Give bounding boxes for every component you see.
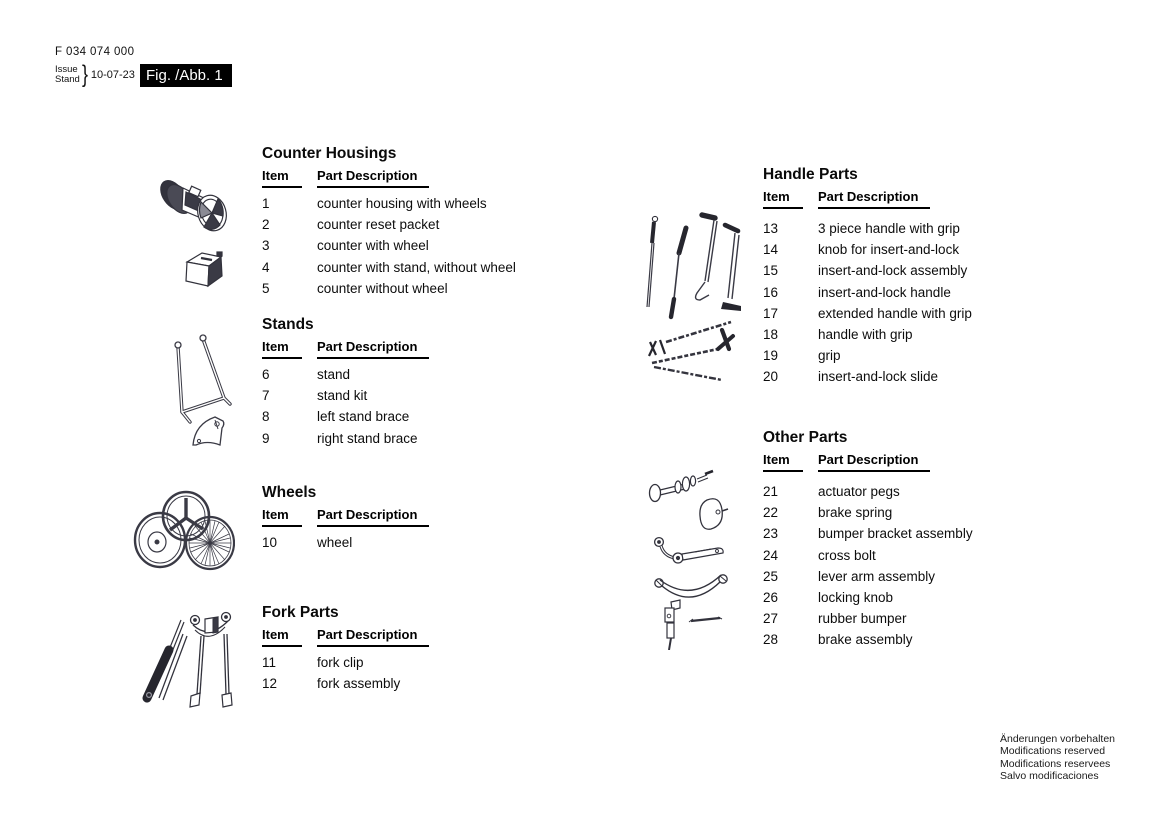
table-row bbox=[763, 481, 973, 502]
table-row bbox=[763, 324, 972, 345]
item-number: 10 bbox=[262, 535, 278, 550]
part-description: cross bolt bbox=[818, 547, 876, 563]
table-row bbox=[763, 282, 972, 303]
table-header-row bbox=[763, 452, 973, 472]
table-row bbox=[763, 239, 972, 260]
table-row bbox=[262, 673, 429, 694]
handle-parts-illustration bbox=[638, 203, 746, 383]
table-row bbox=[262, 278, 516, 299]
item-number: 27 bbox=[763, 611, 779, 627]
item-number: 11 bbox=[262, 655, 277, 670]
item-column-header: Item bbox=[763, 189, 818, 209]
item-number: 19 bbox=[763, 348, 779, 364]
description-column-header: Part Description bbox=[818, 189, 930, 209]
part-description: bumper bracket assembly bbox=[818, 526, 973, 542]
notice-line-es: Salvo modificaciones bbox=[1000, 770, 1099, 783]
table-row bbox=[763, 366, 972, 387]
item-number: 6 bbox=[262, 367, 270, 382]
table-row bbox=[262, 406, 429, 427]
table-row bbox=[262, 257, 516, 278]
item-number: 9 bbox=[262, 430, 270, 446]
notice-line-fr: Modifications reservees bbox=[1000, 757, 1111, 770]
table-row bbox=[763, 587, 973, 608]
item-number: 5 bbox=[262, 280, 270, 296]
section-other-parts bbox=[763, 429, 973, 651]
table-row bbox=[262, 193, 516, 214]
item-number: 22 bbox=[763, 505, 779, 521]
notice-line-en: Modifications reserved bbox=[1000, 745, 1106, 758]
notice-line-de: Änderungen vorbehalten bbox=[1000, 733, 1116, 745]
part-description: left stand brace bbox=[317, 409, 410, 425]
section-title: Wheels bbox=[262, 484, 317, 501]
part-description: counter with wheel bbox=[317, 238, 429, 254]
stand-illustration bbox=[155, 332, 235, 450]
table-header-row bbox=[763, 189, 972, 209]
part-description: stand kit bbox=[317, 388, 368, 404]
item-number: 2 bbox=[262, 217, 270, 233]
section-title: Counter Housings bbox=[262, 145, 397, 162]
table-row bbox=[763, 629, 973, 650]
section-wheels bbox=[262, 484, 429, 553]
section-title: Handle Parts bbox=[763, 166, 858, 183]
part-description: insert-and-lock handle bbox=[818, 284, 951, 300]
counter-housing-box-illustration bbox=[181, 248, 227, 292]
part-description: actuator pegs bbox=[818, 484, 900, 499]
item-number: 21 bbox=[763, 484, 779, 499]
table-header-row bbox=[262, 507, 429, 527]
part-description: lever arm assembly bbox=[818, 568, 936, 584]
item-number: 23 bbox=[763, 526, 779, 542]
table-row bbox=[262, 214, 516, 235]
item-number: 24 bbox=[763, 547, 779, 563]
table-row bbox=[763, 218, 972, 239]
item-number: 15 bbox=[763, 263, 779, 279]
item-number: 14 bbox=[763, 242, 779, 258]
description-column-header: Part Description bbox=[317, 507, 429, 527]
item-number: 7 bbox=[262, 388, 270, 404]
part-description: insert-and-lock assembly bbox=[818, 263, 968, 279]
modifications-notice bbox=[1000, 733, 1115, 783]
item-column-header: Item bbox=[262, 339, 317, 359]
part-description: brake spring bbox=[818, 505, 893, 521]
part-description: counter with stand, without wheel bbox=[317, 259, 516, 275]
part-description: wheel bbox=[317, 535, 353, 550]
part-description: fork assembly bbox=[317, 676, 401, 692]
wheels-illustration bbox=[133, 490, 235, 574]
part-description: knob for insert-and-lock bbox=[818, 242, 960, 258]
table-rows bbox=[763, 481, 973, 651]
part-description: counter reset packet bbox=[317, 217, 440, 233]
description-column-header: Part Description bbox=[317, 168, 429, 188]
section-title: Stands bbox=[262, 316, 314, 333]
table-row bbox=[763, 523, 973, 544]
table-header-row bbox=[262, 168, 516, 188]
item-number: 4 bbox=[262, 259, 270, 275]
stand-label: Stand bbox=[55, 74, 80, 85]
table-row bbox=[763, 260, 972, 281]
section-title: Other Parts bbox=[763, 429, 848, 446]
table-rows bbox=[262, 652, 429, 694]
item-column-header: Item bbox=[763, 452, 818, 472]
part-description: grip bbox=[818, 348, 841, 364]
item-number: 25 bbox=[763, 568, 779, 584]
figure-label-box: Fig. /Abb. 1 bbox=[140, 64, 232, 87]
item-number: 8 bbox=[262, 409, 270, 425]
description-column-header: Part Description bbox=[317, 339, 429, 359]
item-number: 17 bbox=[763, 305, 779, 321]
part-description: counter housing with wheels bbox=[317, 196, 487, 211]
item-number: 1 bbox=[262, 196, 270, 211]
table-row bbox=[262, 364, 429, 385]
table-rows bbox=[763, 218, 972, 388]
description-column-header: Part Description bbox=[818, 452, 930, 472]
item-number: 20 bbox=[763, 369, 779, 385]
part-description: fork clip bbox=[317, 655, 364, 670]
table-row bbox=[763, 566, 973, 587]
document-part-number: F 034 074 000 bbox=[55, 46, 135, 58]
table-row bbox=[763, 345, 972, 366]
table-row bbox=[262, 235, 516, 256]
table-rows bbox=[262, 193, 516, 299]
issue-label: Issue bbox=[55, 63, 78, 75]
item-column-header: Item bbox=[262, 168, 317, 188]
table-row bbox=[763, 502, 973, 523]
part-description: locking knob bbox=[818, 590, 894, 606]
part-description: right stand brace bbox=[317, 430, 418, 446]
item-number: 26 bbox=[763, 590, 779, 606]
part-description: handle with grip bbox=[818, 327, 913, 343]
table-row bbox=[763, 608, 973, 629]
part-description: brake assembly bbox=[818, 632, 913, 648]
other-parts-illustration bbox=[645, 468, 740, 650]
section-handle-parts bbox=[763, 166, 972, 388]
item-column-header: Item bbox=[262, 507, 317, 527]
table-row bbox=[262, 652, 429, 673]
issue-date: 10-07-23 bbox=[90, 69, 135, 81]
part-description: extended handle with grip bbox=[818, 305, 972, 321]
table-row bbox=[763, 303, 972, 324]
table-row bbox=[763, 545, 973, 566]
table-rows bbox=[262, 532, 429, 553]
part-description: stand bbox=[317, 367, 351, 382]
table-row bbox=[262, 385, 429, 406]
table-rows bbox=[262, 364, 429, 449]
item-number: 16 bbox=[763, 284, 779, 300]
fork-parts-illustration bbox=[125, 606, 237, 716]
item-number: 28 bbox=[763, 632, 779, 648]
part-description: insert-and-lock slide bbox=[818, 369, 939, 385]
part-description: 3 piece handle with grip bbox=[818, 221, 960, 236]
section-fork-parts bbox=[262, 604, 429, 694]
table-row bbox=[262, 428, 429, 449]
table-header-row bbox=[262, 339, 429, 359]
section-counter-housings bbox=[262, 145, 516, 299]
issue-stand-labels bbox=[55, 65, 80, 86]
item-number: 12 bbox=[262, 676, 278, 692]
item-number: 18 bbox=[763, 327, 779, 343]
part-description: rubber bumper bbox=[818, 611, 907, 627]
table-row bbox=[262, 532, 429, 553]
item-number: 13 bbox=[763, 221, 779, 236]
item-number: 3 bbox=[262, 238, 270, 254]
counter-housing-with-wheels-illustration bbox=[152, 168, 238, 242]
item-column-header: Item bbox=[262, 627, 317, 647]
part-description: counter without wheel bbox=[317, 280, 448, 296]
section-stands bbox=[262, 316, 429, 449]
description-column-header: Part Description bbox=[317, 627, 429, 647]
issue-stand-block bbox=[55, 61, 135, 89]
table-header-row bbox=[262, 627, 429, 647]
section-title: Fork Parts bbox=[262, 604, 339, 621]
brace-glyph: } bbox=[81, 61, 88, 88]
